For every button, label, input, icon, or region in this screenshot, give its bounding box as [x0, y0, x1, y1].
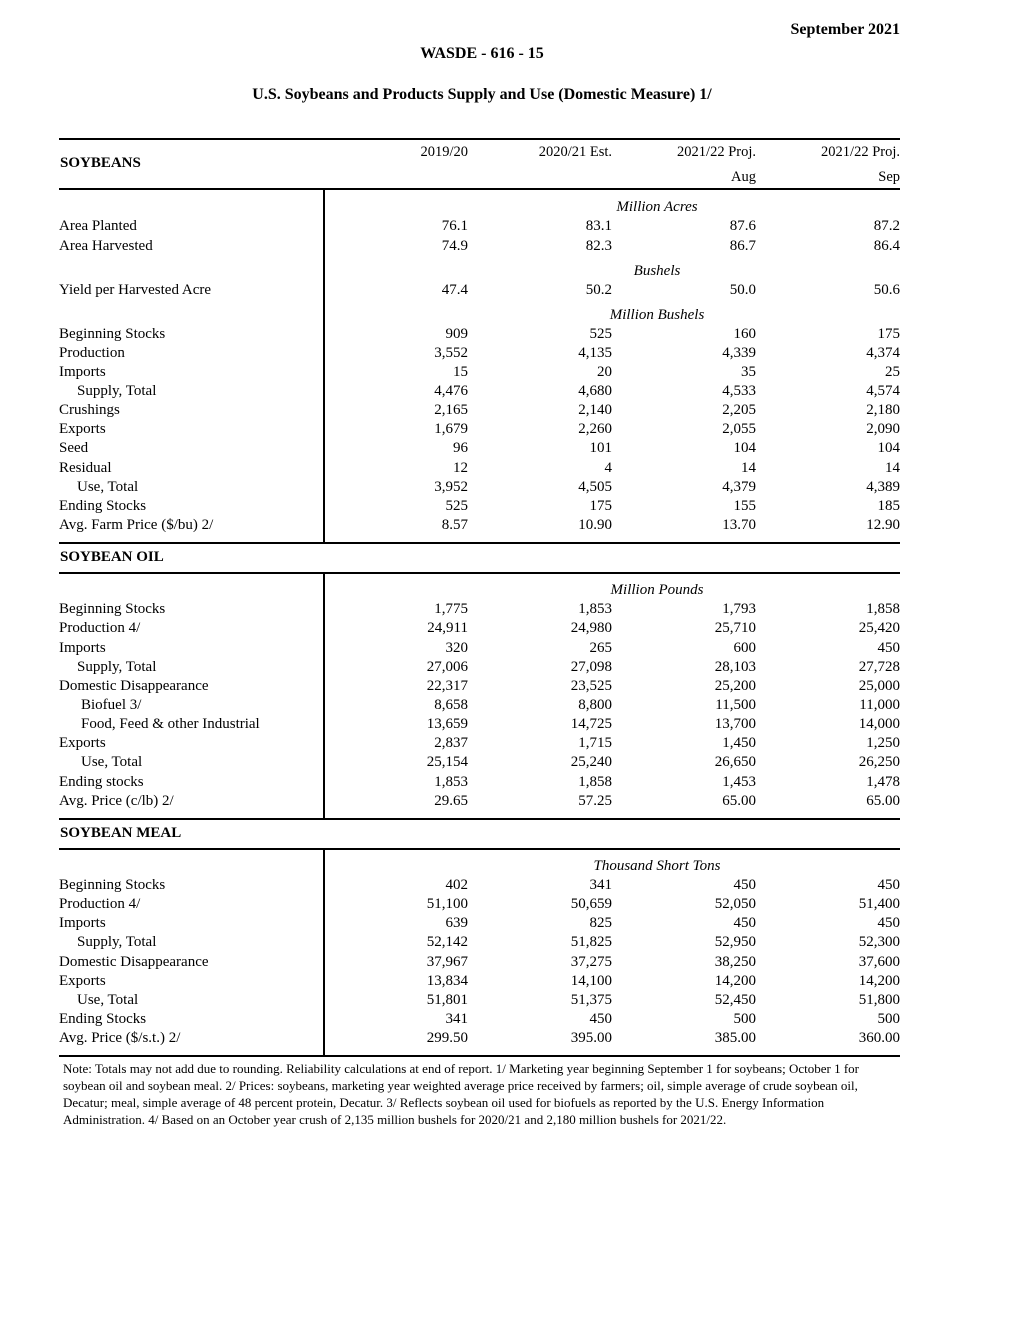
cell-value: 500: [733, 1011, 756, 1027]
table-row: [59, 915, 900, 934]
row-label: Avg. Price (c/lb) 2/: [59, 793, 174, 809]
cell-value: 320: [445, 640, 468, 656]
report-id: WASDE - 616 - 15: [420, 45, 544, 62]
cell-value: 600: [733, 640, 756, 656]
section-title-soybeans: SOYBEANS: [60, 155, 141, 171]
cell-value: 83.1: [585, 218, 612, 234]
cell-value: 360.00: [858, 1030, 900, 1046]
row-label: Use, Total: [81, 754, 143, 770]
rule-oil-header: [59, 572, 900, 574]
cell-value: 2,837: [434, 735, 468, 751]
row-label: Imports: [59, 915, 106, 931]
cell-value: 51,400: [858, 896, 900, 912]
row-label: Avg. Price ($/s.t.) 2/: [59, 1030, 181, 1046]
cell-value: 3,552: [434, 345, 468, 361]
row-label: Imports: [59, 640, 106, 656]
cell-value: 25,710: [714, 620, 756, 636]
row-label: Crushings: [59, 402, 120, 418]
row-label: Residual: [59, 460, 112, 476]
cell-value: 37,600: [858, 954, 900, 970]
row-label: Exports: [59, 973, 106, 989]
cell-value: 11,000: [859, 697, 900, 713]
row-label: Biofuel 3/: [81, 697, 142, 713]
cell-value: 82.3: [585, 238, 612, 254]
table-row: [59, 678, 900, 697]
cell-value: 525: [589, 326, 612, 342]
table-row: [59, 440, 900, 459]
cell-value: 909: [445, 326, 468, 342]
table-row: [59, 640, 900, 659]
cell-value: 13.70: [722, 517, 756, 533]
row-label: Beginning Stocks: [59, 601, 166, 617]
section-title-soybean-meal: SOYBEAN MEAL: [60, 825, 182, 841]
unit-label: Million Pounds: [610, 582, 704, 598]
unit-label: Million Bushels: [609, 307, 705, 323]
row-label: Area Planted: [59, 218, 137, 234]
cell-value: 14: [885, 460, 900, 476]
cell-value: 4,389: [866, 479, 900, 495]
cell-value: 51,825: [570, 934, 612, 950]
row-label: Beginning Stocks: [59, 326, 166, 342]
cell-value: 2,180: [866, 402, 900, 418]
table-row: [59, 620, 900, 639]
cell-value: 4,505: [578, 479, 612, 495]
cell-value: 25,240: [570, 754, 612, 770]
cell-value: 52,950: [714, 934, 756, 950]
table-row: [59, 659, 900, 678]
row-label: Beginning Stocks: [59, 877, 166, 893]
cell-value: 1,793: [722, 601, 756, 617]
cell-value: 50.2: [585, 282, 612, 298]
cell-value: 4,135: [578, 345, 612, 361]
cell-value: 52,142: [426, 934, 468, 950]
column-header-2020-21: 2020/21 Est.: [538, 144, 612, 160]
footnote: Note: Totals may not add due to rounding. Reliability calculations at end of report. 1/ Marketing year beginning September 1 for soybeans; October 1 for soybean oil and soybean meal. 2/ Prices: soybeans, marketing year weighted average price received by farmers; oil, simple average of crude soybean oil, Decatur; meal, simple average of 48 percent protein, Decatur. 3/ Reflects soybean oil used for biofuels as reported by the U.S. Energy Information Administration. 4/ Based on an October year crush of 2,135 million bushels for 2020/21 and 2,180 million bushels for 2021/22.: [63, 1061, 859, 1127]
table-row: [59, 735, 900, 754]
row-label: Supply, Total: [77, 383, 157, 399]
row-label: Production 4/: [59, 620, 141, 636]
row-label: Supply, Total: [77, 934, 157, 950]
cell-value: 15: [453, 364, 468, 380]
table-row: [59, 498, 900, 517]
cell-value: 37,967: [426, 954, 468, 970]
cell-value: 28,103: [714, 659, 756, 675]
cell-value: 450: [877, 640, 900, 656]
cell-value: 26,250: [858, 754, 900, 770]
cell-value: 525: [445, 498, 468, 514]
cell-value: 175: [589, 498, 612, 514]
rule-top: [59, 138, 900, 140]
cell-value: 2,165: [434, 402, 468, 418]
column-subheader-aug: Aug: [731, 169, 756, 185]
page-title: U.S. Soybeans and Products Supply and Use (Domestic Measure) 1/: [252, 86, 712, 103]
cell-value: 825: [589, 915, 612, 931]
cell-value: 86.4: [873, 238, 900, 254]
row-label: Production: [59, 345, 125, 361]
table-row: [59, 697, 900, 716]
cell-value: 50.0: [729, 282, 756, 298]
column-header-2021-22-aug: 2021/22 Proj.: [677, 144, 756, 160]
table-row: [59, 238, 900, 257]
cell-value: 50,659: [570, 896, 612, 912]
cell-value: 101: [589, 440, 612, 456]
cell-value: 87.6: [729, 218, 756, 234]
cell-value: 500: [877, 1011, 900, 1027]
cell-value: 450: [877, 915, 900, 931]
cell-value: 37,275: [570, 954, 612, 970]
rule-oil-end: [59, 818, 900, 820]
cell-value: 1,679: [434, 421, 468, 437]
cell-value: 47.4: [441, 282, 468, 298]
row-label: Supply, Total: [77, 659, 157, 675]
cell-value: 76.1: [441, 218, 468, 234]
table-row: [59, 954, 900, 973]
cell-value: 1,478: [866, 774, 900, 790]
cell-value: 87.2: [873, 218, 900, 234]
cell-value: 14,100: [570, 973, 612, 989]
row-label: Yield per Harvested Acre: [59, 282, 212, 298]
table-row: [59, 774, 900, 793]
table-row: [59, 793, 900, 812]
table-row: [59, 421, 900, 440]
cell-value: 104: [733, 440, 756, 456]
row-label: Ending stocks: [59, 774, 144, 790]
cell-value: 450: [733, 877, 756, 893]
table-row: [59, 517, 900, 536]
table-row: [59, 402, 900, 421]
cell-value: 4,339: [722, 345, 756, 361]
cell-value: 52,050: [714, 896, 756, 912]
cell-value: 22,317: [426, 678, 468, 694]
cell-value: 402: [445, 877, 468, 893]
cell-value: 341: [445, 1011, 468, 1027]
table-row: [59, 973, 900, 992]
cell-value: 24,980: [570, 620, 612, 636]
row-label: Production 4/: [59, 896, 141, 912]
rule-soybeans-end: [59, 542, 900, 544]
cell-value: 4,574: [866, 383, 900, 399]
rule-meal-header: [59, 848, 900, 850]
cell-value: 57.25: [578, 793, 612, 809]
cell-value: 51,800: [858, 992, 900, 1008]
cell-value: 14,200: [858, 973, 900, 989]
table-row: [59, 754, 900, 773]
cell-value: 74.9: [441, 238, 468, 254]
table-row: [59, 345, 900, 364]
row-label: Area Harvested: [59, 238, 153, 254]
rule-meal-end: [59, 1055, 900, 1057]
cell-value: 155: [733, 498, 756, 514]
cell-value: 65.00: [866, 793, 900, 809]
column-header-2019-20: 2019/20: [420, 144, 468, 160]
cell-value: 25,200: [714, 678, 756, 694]
cell-value: 2,260: [578, 421, 612, 437]
row-label: Exports: [59, 735, 106, 751]
cell-value: 96: [453, 440, 468, 456]
cell-value: 29.65: [434, 793, 468, 809]
cell-value: 4: [604, 460, 612, 476]
cell-value: 639: [445, 915, 468, 931]
cell-value: 1,858: [578, 774, 612, 790]
row-label: Use, Total: [77, 992, 139, 1008]
cell-value: 51,375: [570, 992, 612, 1008]
cell-value: 10.90: [578, 517, 612, 533]
row-label: Imports: [59, 364, 106, 380]
cell-value: 12.90: [866, 517, 900, 533]
cell-value: 341: [589, 877, 612, 893]
row-label: Food, Feed & other Industrial: [81, 716, 260, 732]
table-row: [59, 601, 900, 620]
cell-value: 4,379: [722, 479, 756, 495]
cell-value: 52,300: [858, 934, 900, 950]
cell-value: 8,800: [578, 697, 612, 713]
table-row: [59, 1011, 900, 1030]
cell-value: 23,525: [570, 678, 612, 694]
cell-value: 27,098: [570, 659, 612, 675]
row-label: Domestic Disappearance: [59, 678, 209, 694]
cell-value: 4,680: [578, 383, 612, 399]
table-row: [59, 218, 900, 237]
cell-value: 14: [741, 460, 756, 476]
cell-value: 2,090: [866, 421, 900, 437]
cell-value: 1,775: [434, 601, 468, 617]
cell-value: 50.6: [873, 282, 900, 298]
cell-value: 13,700: [714, 716, 756, 732]
cell-value: 24,911: [427, 620, 468, 636]
table-row: [59, 326, 900, 345]
unit-label: Thousand Short Tons: [593, 858, 721, 874]
cell-value: 104: [877, 440, 900, 456]
cell-value: 8,658: [434, 697, 468, 713]
cell-value: 14,725: [570, 716, 612, 732]
cell-value: 51,100: [426, 896, 468, 912]
row-label: Use, Total: [77, 479, 139, 495]
cell-value: 1,250: [866, 735, 900, 751]
row-label: Exports: [59, 421, 106, 437]
cell-value: 1,858: [866, 601, 900, 617]
cell-value: 175: [877, 326, 900, 342]
cell-value: 8.57: [441, 517, 468, 533]
table-row: [59, 992, 900, 1011]
cell-value: 12: [453, 460, 468, 476]
cell-value: 160: [733, 326, 756, 342]
cell-value: 1,853: [434, 774, 468, 790]
cell-value: 3,952: [434, 479, 468, 495]
cell-value: 27,006: [426, 659, 468, 675]
column-header-2021-22-sep: 2021/22 Proj.: [821, 144, 900, 160]
cell-value: 25,000: [858, 678, 900, 694]
cell-value: 20: [597, 364, 612, 380]
cell-value: 4,476: [434, 383, 468, 399]
row-label: Domestic Disappearance: [59, 954, 209, 970]
table-row: [59, 364, 900, 383]
cell-value: 450: [733, 915, 756, 931]
table-row: [59, 282, 900, 301]
cell-value: 450: [589, 1011, 612, 1027]
cell-value: 25,154: [426, 754, 468, 770]
cell-value: 14,000: [858, 716, 900, 732]
cell-value: 265: [589, 640, 612, 656]
cell-value: 2,140: [578, 402, 612, 418]
cell-value: 2,055: [722, 421, 756, 437]
cell-value: 26,650: [714, 754, 756, 770]
column-subheader-sep: Sep: [878, 169, 900, 185]
cell-value: 395.00: [570, 1030, 612, 1046]
row-label: Avg. Farm Price ($/bu) 2/: [59, 517, 214, 533]
cell-value: 450: [877, 877, 900, 893]
cell-value: 1,715: [578, 735, 612, 751]
unit-label: Million Acres: [616, 199, 698, 215]
row-label: Seed: [59, 440, 89, 456]
cell-value: 51,801: [426, 992, 468, 1008]
report-date: September 2021: [790, 21, 900, 38]
cell-value: 13,834: [426, 973, 468, 989]
cell-value: 1,853: [578, 601, 612, 617]
row-label: Ending Stocks: [59, 498, 147, 514]
cell-value: 299.50: [426, 1030, 468, 1046]
table-row: [59, 877, 900, 896]
cell-value: 185: [877, 498, 900, 514]
table-row: [59, 934, 900, 953]
cell-value: 1,450: [722, 735, 756, 751]
cell-value: 52,450: [714, 992, 756, 1008]
cell-value: 25,420: [858, 620, 900, 636]
cell-value: 4,374: [866, 345, 900, 361]
cell-value: 86.7: [729, 238, 756, 254]
section-title-soybean-oil: SOYBEAN OIL: [60, 549, 164, 565]
cell-value: 4,533: [722, 383, 756, 399]
rule-header-bottom: [59, 188, 900, 190]
cell-value: 2,205: [722, 402, 756, 418]
row-label: Ending Stocks: [59, 1011, 147, 1027]
cell-value: 25: [885, 364, 900, 380]
cell-value: 27,728: [858, 659, 900, 675]
table-row: [59, 460, 900, 479]
cell-value: 1,453: [722, 774, 756, 790]
cell-value: 35: [741, 364, 756, 380]
unit-label: Bushels: [633, 263, 681, 279]
table-row: [59, 716, 900, 735]
cell-value: 14,200: [714, 973, 756, 989]
cell-value: 13,659: [426, 716, 468, 732]
cell-value: 385.00: [714, 1030, 756, 1046]
table-row: [59, 896, 900, 915]
table-row: [59, 479, 900, 498]
table-row: [59, 383, 900, 402]
table-row: [59, 1030, 900, 1049]
cell-value: 38,250: [714, 954, 756, 970]
cell-value: 65.00: [722, 793, 756, 809]
cell-value: 11,500: [715, 697, 756, 713]
